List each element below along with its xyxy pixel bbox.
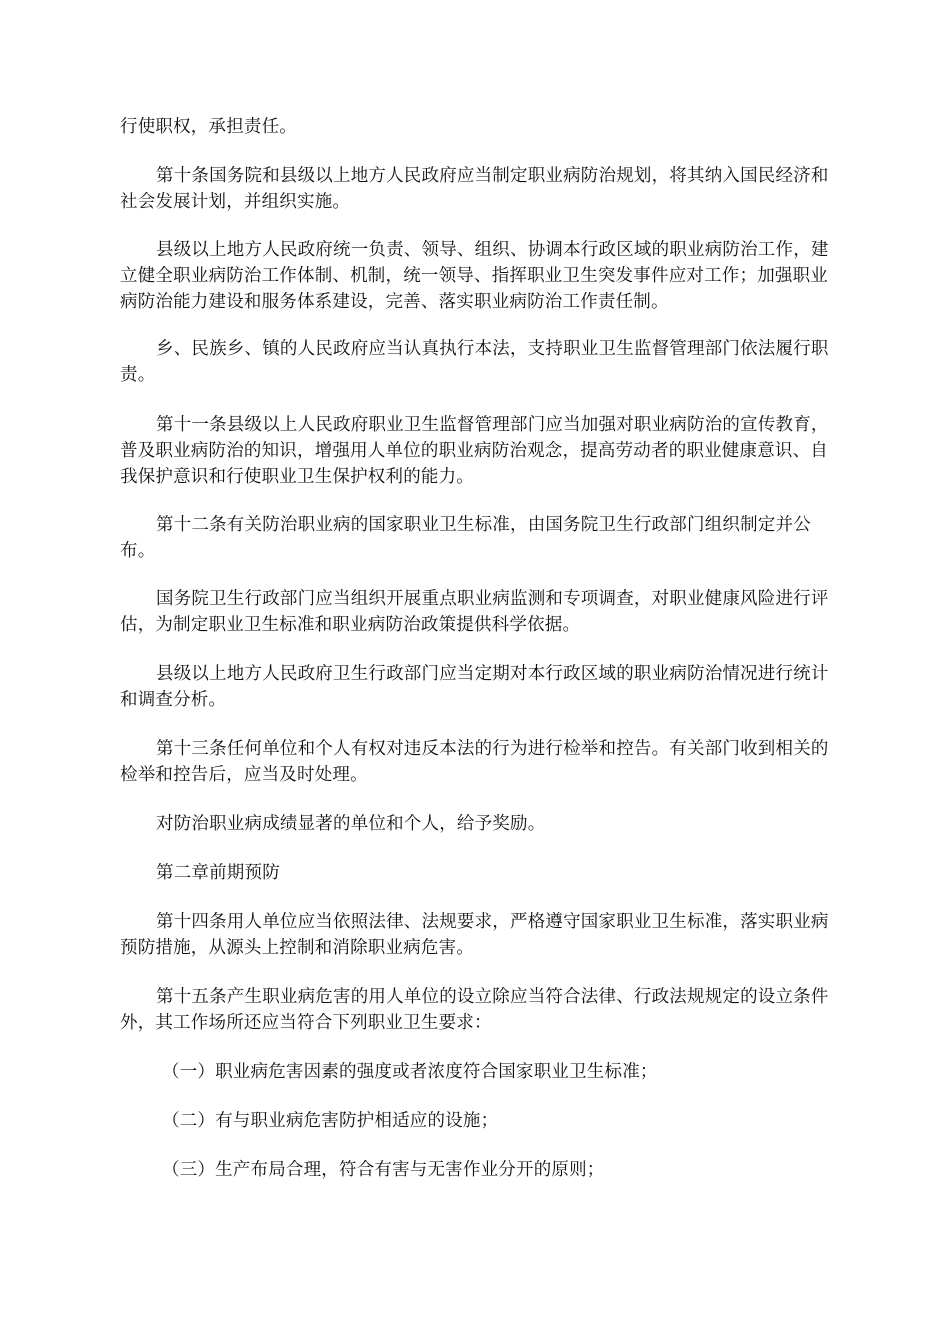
paragraph-rewards: 对防治职业病成绩显著的单位和个人，给予奖励。	[156, 814, 546, 834]
paragraph-township-duties: 乡、民族乡、镇的人民政府应当认真执行本法，支持职业卫生监督管理部门依法履行职责。	[120, 339, 829, 385]
list-item-2: （二）有与职业病危害防护相适应的设施；	[162, 1111, 499, 1131]
list-item-3: （三）生产布局合理，符合有害与无害作业分开的原则；	[162, 1160, 605, 1180]
paragraph-article-13: 第十三条任何单位和个人有权对违反本法的行为进行检举和控告。有关部门收到相关的检举和控告后，应当及时处理。	[120, 739, 829, 785]
list-item-1: （一）职业病危害因素的强度或者浓度符合国家职业卫生标准；	[162, 1062, 658, 1082]
paragraph-article-11: 第十一条县级以上人民政府职业卫生监督管理部门应当加强对职业病防治的宣传教育，普及职业病防治的知识，增强用人单位的职业病防治观念，提高劳动者的职业健康意识、自我保护意识和行使职业卫生保护权利的能力。	[120, 415, 829, 487]
paragraph-article-10: 第十条国务院和县级以上地方人民政府应当制定职业病防治规划，将其纳入国民经济和社会发展计划，并组织实施。	[120, 166, 829, 212]
chapter-heading: 第二章前期预防	[156, 863, 280, 883]
paragraph-continuation: 行使职权，承担责任。	[120, 117, 297, 137]
paragraph-statistics-analysis: 县级以上地方人民政府卫生行政部门应当定期对本行政区域的职业病防治情况进行统计和调查分析。	[120, 664, 829, 710]
paragraph-monitoring-survey: 国务院卫生行政部门应当组织开展重点职业病监测和专项调查，对职业健康风险进行评估，为制定职业卫生标准和职业病防治政策提供科学依据。	[120, 589, 829, 635]
paragraph-article-15: 第十五条产生职业病危害的用人单位的设立除应当符合法律、行政法规规定的设立条件外，其工作场所还应当符合下列职业卫生要求：	[120, 987, 829, 1033]
paragraph-county-government-duties: 县级以上地方人民政府统一负责、领导、组织、协调本行政区域的职业病防治工作，建立健全职业病防治工作体制、机制，统一领导、指挥职业卫生突发事件应对工作；加强职业病防治能力建设和服务体系建设，完善、落实职业病防治工作责任制。	[120, 240, 829, 312]
paragraph-article-12: 第十二条有关防治职业病的国家职业卫生标准，由国务院卫生行政部门组织制定并公布。	[120, 515, 811, 561]
paragraph-article-14: 第十四条用人单位应当依照法律、法规要求，严格遵守国家职业卫生标准，落实职业病预防措施，从源头上控制和消除职业病危害。	[120, 912, 829, 958]
